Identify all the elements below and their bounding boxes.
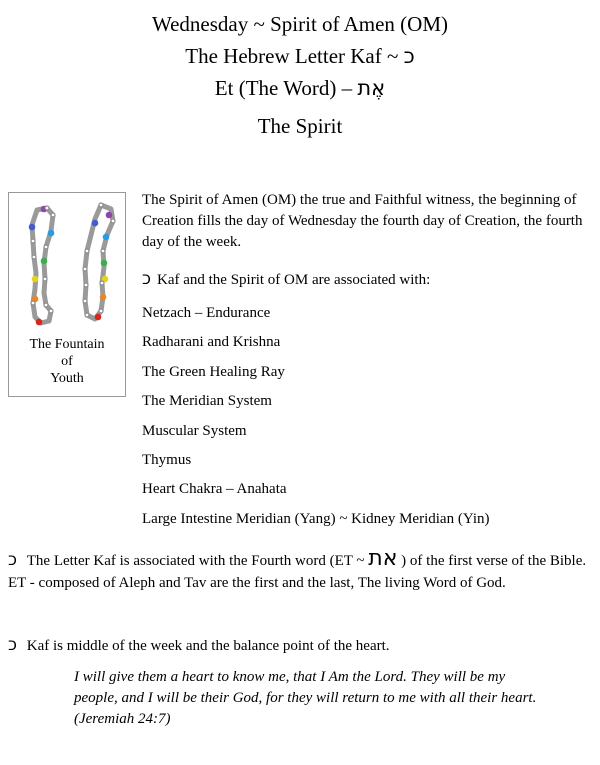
caption-line: The Fountain: [29, 337, 105, 352]
list-item: Muscular System: [142, 422, 247, 439]
et-glyph: אֶת: [357, 76, 386, 100]
title-spirit: The Spirit: [257, 114, 343, 138]
scripture-quote: I will give them a heart to know me, that I Am the Lord. They will be my people, and I will be their God, for they will return to me with all their heart. (Jeremiah 24:7): [74, 669, 537, 727]
kaf-glyph: כ: [8, 635, 17, 655]
associations-list: [142, 304, 592, 539]
associations-heading: [142, 269, 592, 290]
et-text-after: ) of the first verse of the Bible. ET - composed of Aleph and Tav are the first and the last, The living Word of God.: [8, 553, 587, 591]
title-letter-text: The Hebrew Letter Kaf ~: [185, 44, 404, 68]
balance-text: Kaf is middle of the week and the balance point of the heart.: [23, 638, 390, 654]
list-item: Large Intestine Meridian (Yang) ~ Kidney Meridian (Yin): [142, 510, 490, 527]
title-word-text: Et (The Word) –: [214, 76, 358, 100]
caption-line: of: [61, 354, 73, 369]
list-item: Thymus: [142, 451, 192, 468]
list-item: Netzach – Endurance: [142, 305, 271, 321]
intro-paragraph: The Spirit of Amen (OM) the true and Faithful witness, the beginning of Creation fills the day of Wednesday the fourth day of Creation, the fourth day of the week.: [142, 192, 583, 250]
associations-heading-text: Kaf and the Spirit of OM are associated with:: [157, 272, 431, 288]
chakra-dot: [41, 258, 48, 265]
aleph-tav-glyph: את: [368, 546, 398, 571]
right-meridian-loop: [85, 205, 113, 319]
kaf-glyph: כ: [8, 550, 17, 570]
fountain-diagram: [9, 193, 125, 333]
page-header: [0, 8, 600, 142]
list-item: Radharani and Krishna: [142, 334, 281, 351]
title-day: Wednesday ~ Spirit of Amen (OM): [151, 12, 449, 36]
list-item: The Meridian System: [142, 393, 272, 410]
chakra-dot: [48, 230, 55, 237]
chakra-dot: [32, 276, 39, 283]
et-text-before: The Letter Kaf is associated with the Fourth word (ET ~: [23, 553, 369, 569]
kaf-glyph: כ: [142, 269, 151, 289]
chakra-dot: [95, 314, 102, 321]
left-meridian-loop: [32, 208, 53, 323]
kaf-glyph: כ: [403, 44, 415, 68]
list-item: The Green Healing Ray: [142, 363, 285, 380]
chakra-dot: [92, 220, 99, 227]
chakra-dot: [29, 224, 36, 231]
balance-paragraph: [8, 634, 596, 657]
chakra-dot: [100, 294, 107, 301]
caption-line: Youth: [50, 371, 84, 386]
figure-caption: [9, 336, 125, 387]
title-word: [0, 72, 600, 104]
chakra-dot: [36, 319, 43, 326]
chakra-dot: [101, 260, 108, 267]
list-item: Heart Chakra – Anahata: [142, 481, 287, 498]
title-letter: [0, 40, 600, 72]
fountain-of-youth-figure: [8, 192, 126, 397]
et-paragraph: [8, 548, 596, 594]
chakra-dot: [103, 234, 110, 241]
chakra-dot: [106, 212, 113, 219]
